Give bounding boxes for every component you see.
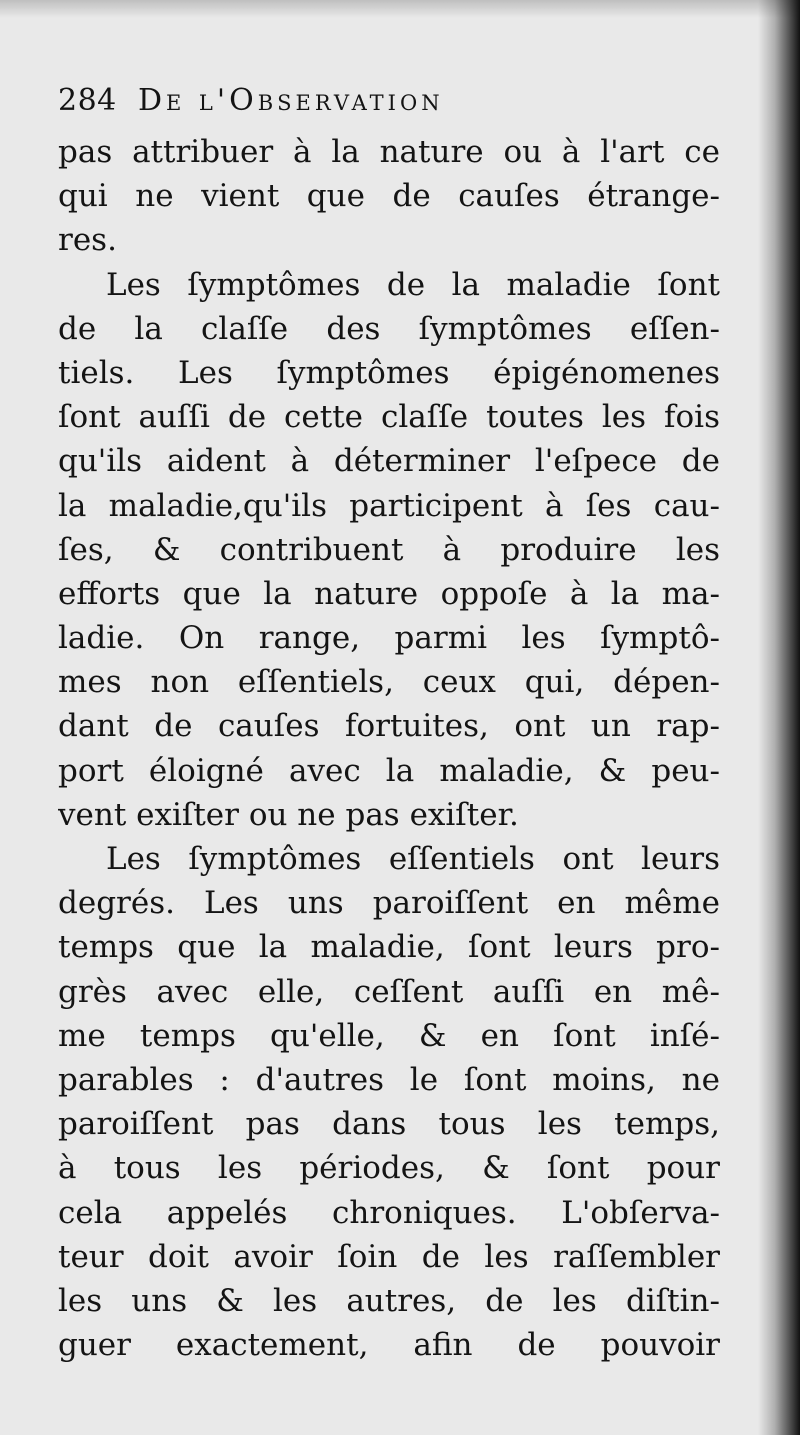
page-header: [58, 72, 720, 130]
binding-shadow: [758, 0, 800, 1435]
text-line: à tous les périodes, & ſont pour: [58, 1150, 720, 1187]
text-line: la maladie,qu'ils participent à ſes cau-: [58, 487, 720, 524]
text-line: temps que la maladie, ſont leurs pro-: [58, 929, 720, 966]
text-line: ſont auſſi de cette claſſe toutes les fois: [58, 399, 720, 436]
text-line: qu'ils aident à déterminer l'eſpece de: [58, 443, 720, 480]
text-line: cela appelés chroniques. L'obſerva-: [58, 1194, 720, 1231]
text-line: de la claſſe des ſymptômes eſſen-: [58, 310, 720, 347]
paragraph-3: [58, 837, 720, 1367]
paragraph-1: [58, 130, 720, 263]
text-line: efforts que la nature oppoſe à la ma-: [58, 575, 720, 612]
text-line: me temps qu'elle, & en ſont inſé-: [58, 1017, 720, 1054]
text-line: res.: [58, 222, 117, 259]
text-line: guer exactement, afin de pouvoir: [58, 1327, 720, 1364]
text-line: mes non eſſentiels, ceux qui, dépen-: [58, 664, 720, 701]
page-number: 284: [58, 83, 117, 118]
text-line: degrés. Les uns paroiſſent en même: [58, 885, 720, 922]
text-line: ſes, & contribuent à produire les: [58, 531, 720, 568]
text-line: pas attribuer à la nature ou à l'art ce: [58, 134, 720, 170]
top-edge-shadow: [0, 0, 800, 18]
page-text-block: [58, 72, 720, 1367]
text-line: Les ſymptômes de la maladie ſont: [106, 266, 720, 303]
text-line: dant de cauſes fortuites, ont un rap-: [58, 708, 720, 745]
paragraph-2: [58, 263, 720, 837]
running-title: De l'Observation: [138, 83, 444, 118]
text-line: tiels. Les ſymptômes épigénomenes: [58, 354, 720, 391]
text-line: paroiſſent pas dans tous les temps,: [58, 1106, 720, 1143]
text-line: grès avec elle, ceſſent auſſi en mê-: [58, 973, 720, 1010]
text-line: vent exiſter ou ne pas exiſter.: [58, 796, 519, 833]
text-line: qui ne vient que de cauſes étrange-: [58, 178, 720, 215]
text-line: port éloigné avec la maladie, & peu-: [58, 752, 720, 789]
text-line: Les ſymptômes eſſentiels ont leurs: [106, 841, 720, 877]
text-line: parables : d'autres le ſont moins, ne: [58, 1061, 720, 1098]
text-line: ladie. On range, parmi les ſymptô-: [58, 620, 720, 657]
text-line: les uns & les autres, de les diſtin-: [58, 1282, 720, 1319]
text-line: teur doit avoir ſoin de les raſſembler: [58, 1238, 720, 1275]
